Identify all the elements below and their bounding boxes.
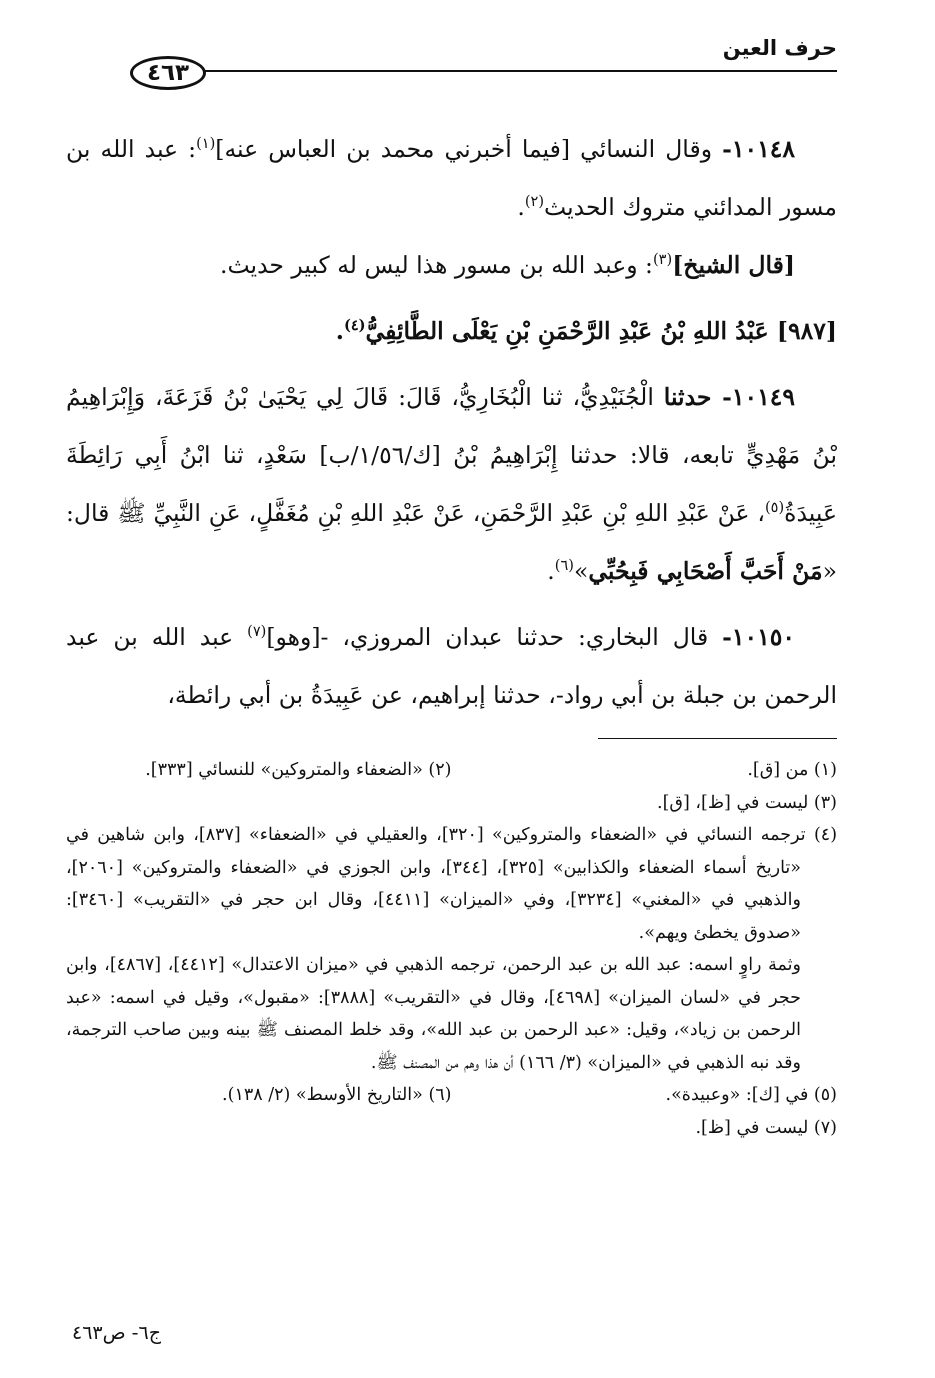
footnote-marker: (٢) [524,193,545,211]
footnote-marker: (٤) [343,317,366,335]
paragraph-text: وقال النسائي [فيما أخبرني محمد بن العباس عنه] [215,135,723,163]
entry-heading-987 [66,302,837,360]
paragraph-text: ، عَنْ عَبْدِ اللهِ بْنِ عَبْدِ الرَّحْمَنِ، عَنْ عَبْدِ اللهِ بْنِ مُغَفَّلٍ، عَنِ النَّبِيِّ ﷺ قال: « [66,499,837,585]
running-header-title: حرف العين [722,36,837,60]
footnote-5: (٥) في [ك]: «وعبيدة». [665,1085,837,1105]
header-rule [205,70,837,72]
footnote-4-continued: وثمة راوٍ اسمه: عبد الله بن عبد الرحمن، ترجمه الذهبي في «ميزان الاعتدال» [٤٤١٢]، [٤٨٦٧]، وابن حجر في «لسان الميزان» [٤٦٩٨]، وقال في «التقريب» [٣٨٨٨]: «مقبول»، وقيل في اسمه: «عبد الرحمن بن زياد»، وقيل: «عبد الرحمن بن عبد الله»، وقد خلط المصنف ﷺ بينه وبين صاحب الترجمة، وقد نبه الذهبي في «الميزان» (٣/ ١٦٦) أن هذا وهم من المصنف ﷺ. [66,955,801,1073]
footnote-row [66,754,837,787]
main-text [66,120,837,724]
volume-page-reference: ج٦- ص٤٦٣ [72,1322,161,1344]
hadith-number: ١٠١٤٩- [722,383,795,411]
footnote-marker: (١) [196,135,216,153]
footnote-2: (٢) «الضعفاء والمتروكين» للنسائي [٣٣٣]. [145,760,452,780]
hadith-number: ١٠١٥٠- [722,623,795,651]
footnote-marker: (٥) [764,499,785,517]
paragraph-sheikh-note [66,236,837,294]
paragraph-text: . [547,557,555,585]
footnote-marker: (٦) [554,557,574,575]
paragraph-text: قال البخاري: حدثنا عبدان المروزي، -[وهو] [266,623,723,651]
page-number-oval [130,56,206,90]
hadith-number: ١٠١٤٨- [722,135,795,163]
footnote-rule [598,738,837,739]
paragraph-text: عبد الله بن عبد الرحمن بن جبلة بن أبي رواد-، حدثنا إبراهيم، عن عَبِيدَةُ بن أبي رائطة، [66,623,837,709]
paragraph-10149 [66,368,837,600]
paragraph-text: : عبد الله بن مسور المدائني متروك الحديث [66,135,837,221]
page-number: ٤٦٣ [146,59,190,86]
footnote-marker: (٧) [247,623,267,641]
footnote-marker: (٣) [652,251,673,269]
footnote-1: (١) من [ق]. [747,760,837,780]
paragraph-text: : وعبد الله بن مسور هذا ليس له كبير حديث. [219,251,653,279]
paragraph-text: الْجُنَيْدِيُّ، ثنا الْبُخَارِيُّ، قَالَ: قَالَ لِي يَحْيَىٰ بْنُ قَزَعَةَ، وَإِبْرَاهِيمُ بْنُ مَهْدِيٍّ تابعه، قالا: حدثنا إِبْرَاهِيمُ بْنُ [ك/١/٥٦/ب] سَعْدٍ، ثنا ابْنُ أَبِي رَائِطَةَ عَبِيدَةُ [66,383,837,527]
footnote-row [66,1079,837,1112]
footnote-3: (٣) ليست في [ظ]، [ق]. [657,792,837,813]
hadith-quote: مَنْ أَحَبَّ أَصْحَابِي فَبِحُبِّي [588,557,823,585]
entry-heading-text: [٩٨٧] عَبْدُ اللهِ بْنُ عَبْدِ الرَّحْمَنِ بْنِ يَعْلَى الطَّائِفِيُّ [365,317,837,345]
paragraph-10150 [66,608,837,724]
footnote-4: (٤) ترجمه النسائي في «الضعفاء والمتروكين» [٣٢٠]، والعقيلي في «الضعفاء» [٨٣٧]، وابن شاهين في «تاريخ أسماء الضعفاء والكذابين» [٣٢٥]، [٣٤٤]، وابن الجوزي في «الضعفاء والمتروكين» [٢٠٦٠]، والذهبي في «المغني» [٣٢٣٤]، وفي «الميزان» [٤٤١١]، وقال ابن حجر في «التقريب» [٣٤٦٠]: «صدوق يخطئ ويهم». [66,825,838,943]
sheikh-label: [قال الشيخ] [672,251,795,279]
paragraph-10148 [66,120,837,236]
heading-end: . [335,317,344,345]
footnote-7: (٧) ليست في [ظ]. [695,1117,837,1138]
narration-lead: حدثنا [663,383,723,411]
paragraph-text: » [573,557,589,585]
paragraph-text: . [517,193,525,221]
footnotes [66,754,837,1144]
footnote-6: (٦) «التاريخ الأوسط» (٢/ ١٣٨). [222,1085,452,1105]
